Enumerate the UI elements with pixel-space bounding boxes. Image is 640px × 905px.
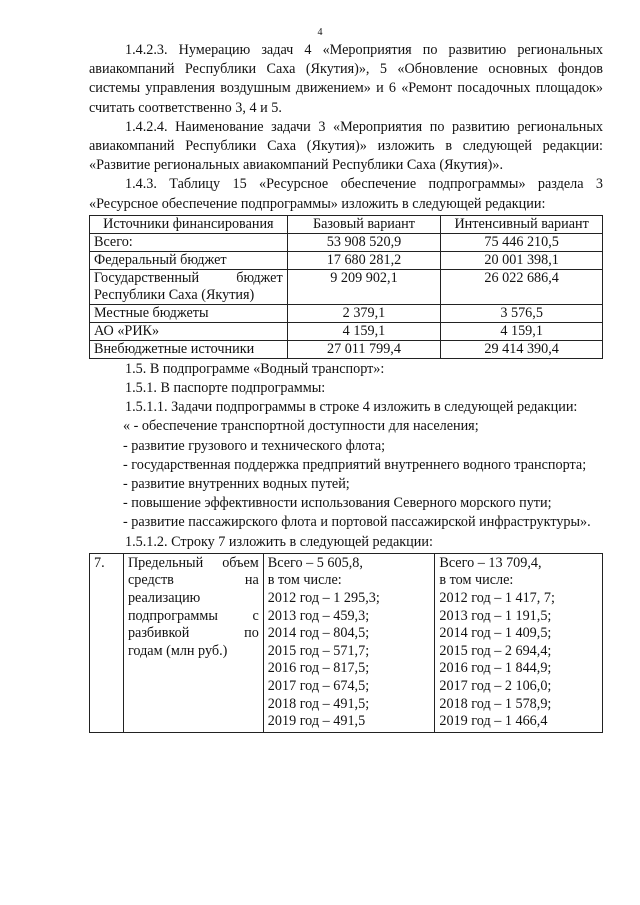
row-source: Внебюджетные источники (90, 340, 288, 358)
label-line: реализацию (127, 590, 201, 607)
row-number: 7. (90, 553, 124, 732)
intensive-line: 2018 год – 1 578,9; (439, 695, 552, 712)
base-line: Всего – 5 605,8, (267, 554, 363, 571)
page-number: 4 (317, 27, 323, 38)
row-base: 4 159,1 (287, 322, 441, 340)
header-intensive: Интенсивный вариант (441, 215, 603, 233)
row-source: Федеральный бюджет (90, 251, 288, 269)
row-intensive: 26 022 686,4 (441, 269, 603, 304)
label-line: средств на (127, 572, 259, 589)
header-base: Базовый вариант (287, 215, 441, 233)
paragraph-1-4-3: 1.4.3. Таблицу 15 «Ресурсное обеспечение подпрограммы» раздела 3 «Ресурсное обеспечение подпрограммы» изложить в следующей редакции: (89, 176, 603, 212)
base-cell (263, 553, 435, 732)
intensive-cell (435, 553, 603, 732)
row7-table (89, 553, 603, 733)
table-row (90, 340, 603, 358)
paragraph-1-5-1: 1.5.1. В паспорте подпрограммы: (125, 380, 326, 397)
table-row (90, 251, 603, 269)
intensive-line: 2013 год – 1 191,5; (439, 607, 552, 624)
task-item: - развитие грузового и технического флота; (123, 437, 386, 454)
row-base: 53 908 520,9 (287, 233, 441, 251)
base-line: 2012 год – 1 295,3; (267, 590, 380, 607)
row-source: Всего: (90, 233, 288, 251)
row-label (123, 553, 263, 732)
resource-table (89, 215, 603, 359)
paragraph-1-4-2-4: 1.4.2.4. Наименование задачи 3 «Мероприятия по развитию региональных авиакомпаний Республики Саха (Якутия)» изложить в следующей редакции: «Развитие региональных авиакомпаний Республики Саха (Якутия)». (89, 118, 603, 174)
base-line: 2015 год – 571,7; (267, 642, 370, 659)
task-item: - повышение эффективности использования Северного морского пути; (123, 495, 552, 512)
label-line: подпрограммы с (127, 607, 259, 624)
row-intensive: 3 576,5 (441, 304, 603, 322)
table-row (90, 304, 603, 322)
base-line: 2014 год – 804,5; (267, 625, 370, 642)
table-row (90, 553, 603, 732)
intensive-line: в том числе: (439, 572, 514, 589)
paragraph-1-5-1-1: 1.5.1.1. Задачи подпрограммы в строке 4 изложить в следующей редакции: (125, 399, 578, 416)
intensive-line: 2012 год – 1 417, 7; (439, 590, 555, 607)
document-body (89, 41, 603, 733)
intensive-line: 2016 год – 1 844,9; (439, 660, 552, 677)
row-intensive: 20 001 398,1 (441, 251, 603, 269)
label-line: разбивкой по (127, 625, 259, 642)
label-line: Предельный объем (127, 554, 259, 571)
task-item: - государственная поддержка предприятий внутреннего водного транспорта; (123, 456, 587, 473)
header-sources: Источники финансирования (90, 215, 288, 233)
task-item: « - обеспечение транспортной доступности для населения; (123, 418, 479, 435)
table-row (90, 269, 603, 304)
label-line: годам (млн руб.) (127, 642, 228, 659)
base-line: 2017 год – 674,5; (267, 678, 370, 695)
base-line: в том числе: (267, 572, 342, 589)
paragraph-1-5: 1.5. В подпрограмме «Водный транспорт»: (125, 360, 385, 377)
table-header-row (90, 215, 603, 233)
table-row (90, 233, 603, 251)
task-item: - развитие внутренних водных путей; (123, 476, 350, 493)
base-line: 2013 год – 459,3; (267, 607, 370, 624)
row-base: 2 379,1 (287, 304, 441, 322)
base-line: 2018 год – 491,5; (267, 695, 370, 712)
intensive-line: 2014 год – 1 409,5; (439, 625, 552, 642)
row-base: 27 011 799,4 (287, 340, 441, 358)
row-base: 9 209 902,1 (287, 269, 441, 304)
paragraph-1-5-1-2: 1.5.1.2. Строку 7 изложить в следующей редакции: (125, 533, 433, 550)
row-source: АО «РИК» (90, 322, 288, 340)
intensive-line: 2015 год – 2 694,4; (439, 642, 552, 659)
intensive-line: Всего – 13 709,4, (439, 554, 542, 571)
table-row (90, 322, 603, 340)
intensive-line: 2019 год – 1 466,4 (439, 713, 548, 730)
row-intensive: 29 414 390,4 (441, 340, 603, 358)
intensive-line: 2017 год – 2 106,0; (439, 678, 552, 695)
row-intensive: 75 446 210,5 (441, 233, 603, 251)
base-line: 2019 год – 491,5 (267, 713, 366, 730)
row-source: Местные бюджеты (90, 304, 288, 322)
row-source: Государственный бюджет Республики Саха (Якутия) (90, 269, 288, 304)
row-base: 17 680 281,2 (287, 251, 441, 269)
task-item: - развитие пассажирского флота и портовой пассажирской инфраструктуры». (123, 514, 591, 531)
base-line: 2016 год – 817,5; (267, 660, 370, 677)
paragraph-1-4-2-3: 1.4.2.3. Нумерацию задач 4 «Мероприятия по развитию региональных авиакомпаний Республики Саха (Якутия)», 5 «Обновление основных фондов системы управления воздушным движением» и 6 «Ремонт посадочных площадок» считать соответственно 3, 4 и 5. (89, 42, 603, 116)
row-intensive: 4 159,1 (441, 322, 603, 340)
